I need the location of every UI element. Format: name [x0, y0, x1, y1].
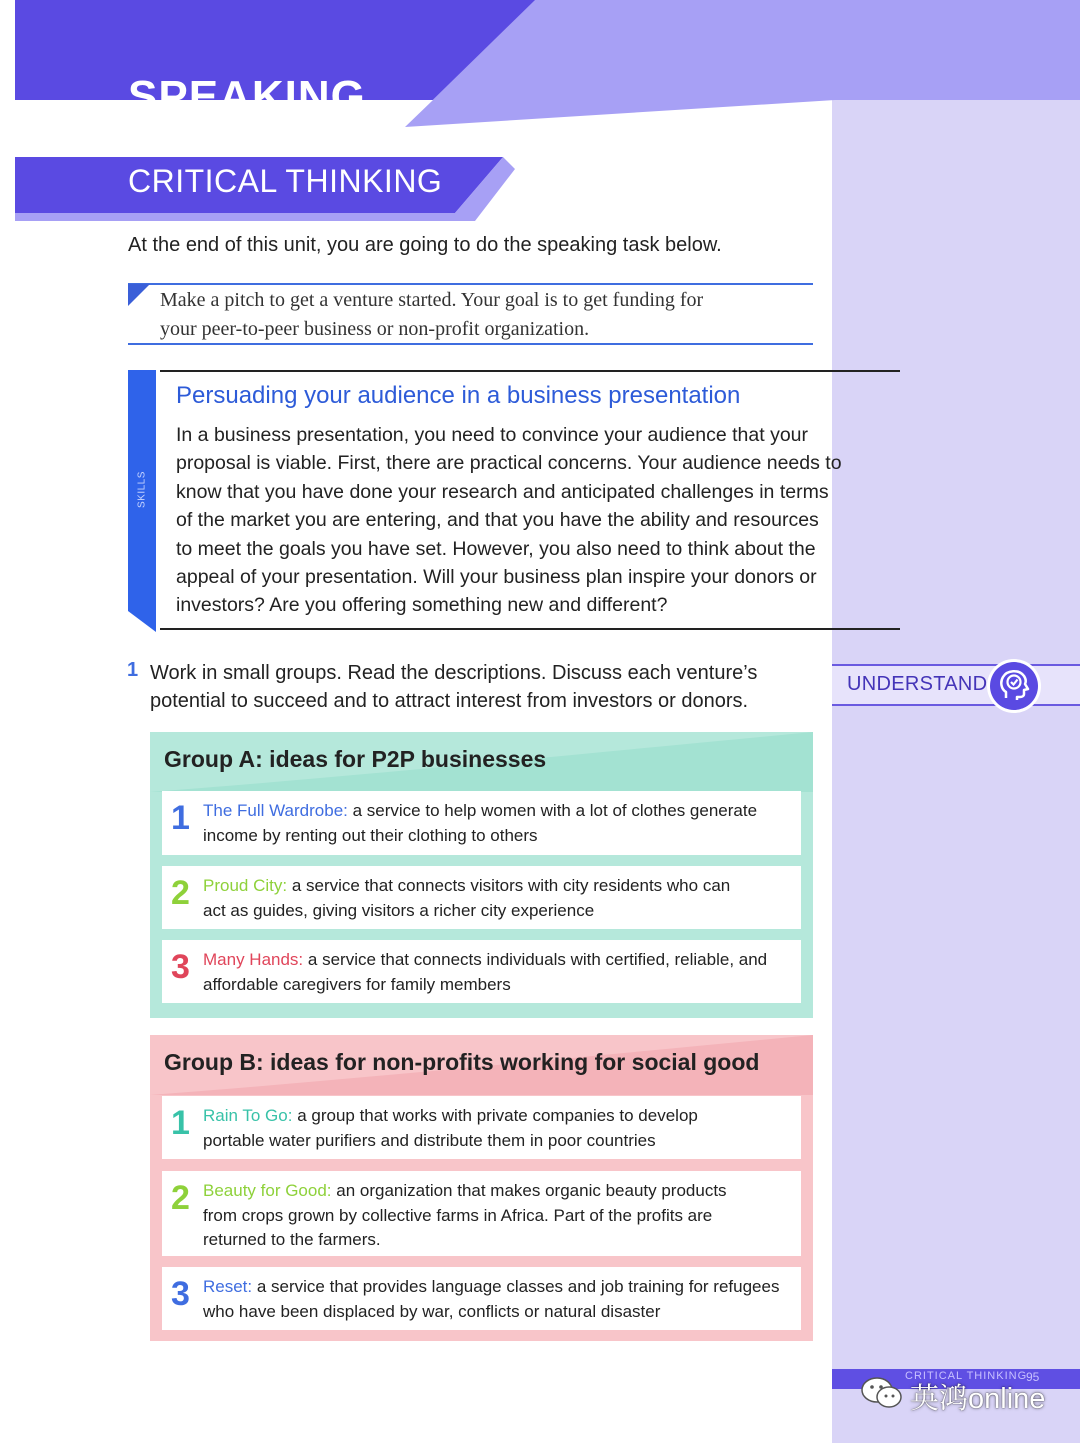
list-item [162, 791, 801, 855]
venture-name: Reset: [203, 1277, 253, 1296]
skills-line: appeal of your presentation. Will your business plan inspire your donors or [176, 566, 817, 589]
venture-description: from crops grown by collective farms in Africa. Part of the profits are [203, 1205, 713, 1225]
task-line: Make a pitch to get a venture started. Your goal is to get funding for [160, 289, 704, 311]
exercise-line: Work in small groups. Read the descriptions. Discuss each venture’s [150, 662, 758, 684]
list-item [162, 1171, 801, 1256]
skills-body [176, 421, 876, 620]
venture-description: returned to the farmers. [203, 1230, 381, 1249]
skills-line: of the market you are entering, and that you have the ability and resources [176, 509, 819, 532]
list-item [162, 1096, 801, 1159]
item-text [203, 948, 793, 997]
list-item [162, 1267, 801, 1330]
item-number: 3 [171, 948, 190, 986]
item-text [203, 799, 793, 848]
item-number: 2 [171, 874, 190, 912]
venture-description: an organization that makes organic beauty products [331, 1181, 727, 1200]
venture-description: a group that works with private companies to develop [292, 1106, 698, 1125]
understand-label: UNDERSTAND [847, 673, 988, 695]
venture-description: act as guides, giving visitors a richer city experience [203, 900, 595, 920]
footer-section: CRITICAL THINKING [905, 1370, 1028, 1382]
venture-description: income by renting out their clothing to others [203, 825, 538, 845]
group-b-title: Group B: ideas for non-profits working for social good [164, 1049, 760, 1075]
task-line: your peer-to-peer business or non-profit organization. [160, 318, 590, 340]
skills-heading: Persuading your audience in a business presentation [176, 382, 741, 409]
venture-description: a service to help women with a lot of clothes generate [347, 801, 758, 820]
item-number: 2 [171, 1179, 190, 1217]
venture-description: who have been displaced by war, conflicts or natural disaster [203, 1301, 661, 1321]
task-corner-marker [128, 284, 150, 306]
exercise-line: potential to succeed and to attract interest from investors or donors. [150, 690, 749, 712]
list-item [162, 940, 801, 1003]
venture-description: portable water purifiers and distribute them in poor countries [203, 1130, 656, 1150]
venture-description: a service that connects individuals with certified, reliable, and [303, 950, 768, 969]
item-number: 1 [171, 1104, 190, 1142]
venture-name: Rain To Go: [203, 1106, 293, 1125]
section-title: CRITICAL THINKING [128, 163, 443, 199]
skills-line: In a business presentation, you need to convince your audience that your [176, 424, 808, 446]
venture-description: a service that provides language classes and job training for refugees [252, 1277, 780, 1296]
speaking-task-text [160, 286, 800, 344]
item-number: 3 [171, 1275, 190, 1313]
skills-line: to meet the goals you have set. However, you also need to think about the [176, 537, 816, 560]
venture-description: a service that connects visitors with city residents who can [287, 876, 731, 895]
venture-name: Beauty for Good: [203, 1181, 332, 1200]
page-number: 95 [1026, 1370, 1040, 1384]
page-title: SPEAKING [128, 72, 366, 121]
skills-tab-label: SKILLS [136, 471, 148, 509]
item-text [203, 1275, 793, 1324]
wechat-icon [860, 1375, 904, 1411]
watermark-text: 英鸿online [910, 1383, 1046, 1415]
page-sidebar [832, 100, 1080, 1443]
item-number: 1 [171, 799, 190, 837]
exercise-instructions [150, 659, 810, 715]
item-text [203, 1104, 793, 1153]
venture-name: The Full Wardrobe: [203, 801, 348, 820]
skills-line: proposal is viable. First, there are practical concerns. Your audience needs to [176, 452, 842, 475]
list-item [162, 866, 801, 929]
head-check-icon [986, 658, 1042, 714]
venture-name: Proud City: [203, 876, 288, 895]
group-a-title: Group A: ideas for P2P businesses [164, 746, 547, 772]
item-text [203, 874, 793, 923]
venture-description: affordable caregivers for family members [203, 974, 511, 994]
venture-name: Many Hands: [203, 950, 304, 969]
item-text [203, 1179, 793, 1253]
header-banner-tail [405, 100, 835, 130]
skills-line: know that you have done your research and anticipated challenges in terms [176, 480, 829, 503]
skills-line: investors? Are you offering something new and different? [176, 594, 668, 617]
exercise-number: 1 [127, 659, 139, 681]
intro-text: At the end of this unit, you are going to do the speaking task below. [128, 234, 722, 256]
